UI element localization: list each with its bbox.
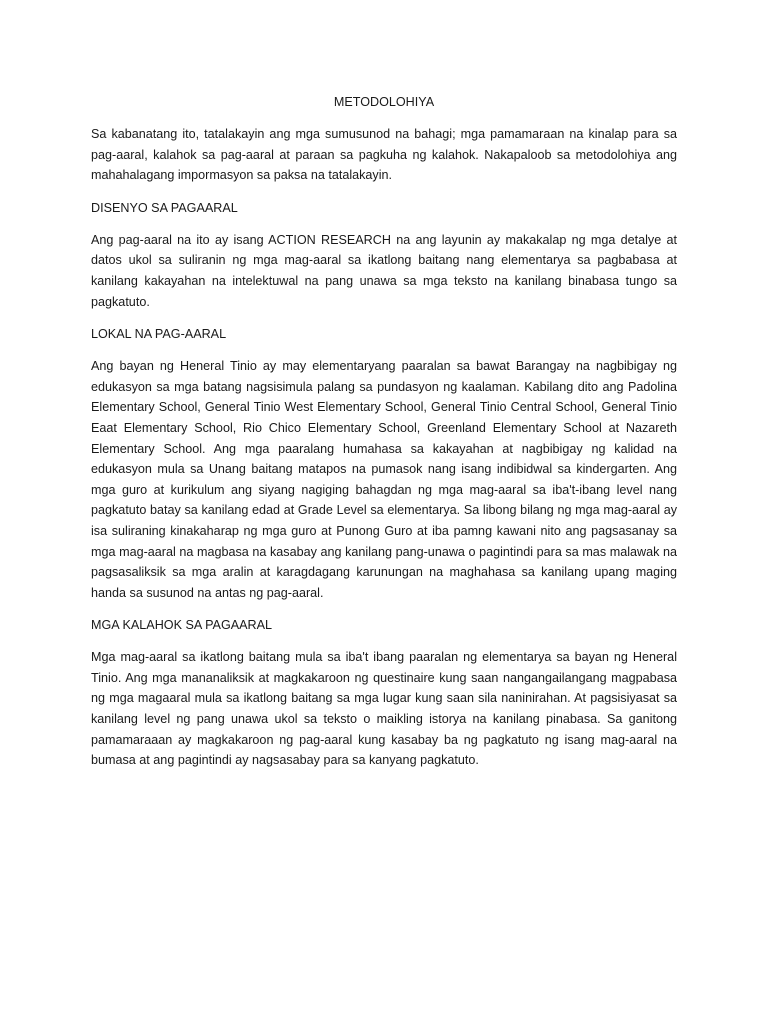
section-body-kalahok: Mga mag-aaral sa ikatlong baitang mula sa iba't ibang paaralan ng elementarya sa bayan ng Heneral Tinio. Ang mga mananaliksik at magkakaroon ng questinaire kung saan nangangailangang magpabasa ng mga magaaral mula sa ikatlong baitang sa mga lugar kung saan sila naninirahan. At pagsisiyasat sa kanilang level ng pang unawa ukol sa teksto o maikling istorya na kanilang pinabasa. Sa ganitong pamamaraaan ay magkakaroon ng pag-aaral kung kasabay ba ng pagkatuto ng isang mag-aaral na bumasa at ang pagintindi ay nagsasabay para sa kanyang pagkatuto. — [91, 650, 677, 768]
section-body-disenyo: Ang pag-aaral na ito ay isang ACTION RESEARCH na ang layunin ay makakalap ng mga detalye at datos ukol sa suliranin ng mga mag-aaral sa ikatlong baitang nang elementarya sa pagbabasa at kanilang kakayahan na intelektuwal na pang unawa sa mga teksto na kanilang binabasa tungo sa pagkatuto. — [91, 232, 677, 309]
section-heading-kalahok: MGA KALAHOK SA PAGAARAL — [91, 618, 273, 633]
section-heading-disenyo: DISENYO SA PAGAARAL — [91, 200, 238, 215]
document-title: METODOLOHIYA — [333, 95, 435, 109]
document-body — [91, 92, 677, 783]
section-body-lokal: Ang bayan ng Heneral Tinio ay may elementaryang paaralan sa bawat Barangay na nagbibigay ng edukasyon sa mga batang nagsisimula palang sa pundasyon ng kaalaman. Kabilang dito ang Padolina Elementary School, General Tinio West Elementary School, General Tinio Central School, General Tinio Eaat Elementary School, Rio Chico Elementary School, Greenland Elementary School at Nazareth Elementary School. Ang mga paaralang humahasa sa kakayahan at nagbibigay ng kalidad na edukasyon mula sa Unang baitang matapos na pumasok nang isang indibidwal sa kindergarten. Ang mga guro at kurikulum ang siyang nagiging bahagdan ng mga mag-aaral sa iba't-ibang level nang pagkatuto batay sa kanilang edad at Grade Level sa elementarya. Sa libong bilang ng mga mag-aaral ay isa suliraning kinakaharap ng mga guro at Punong Guro at iba pamng kawani nito ang pagsasanay sa mga mag-aaral na magbasa na kasabay ang kanilang pang-unawa o pagintindi para sa mas malawak na pagsasaliksik sa mga aralin at karagdagang karunungan na maghahasa sa kanilang upang maging handa sa susunod na antas ng pag-aaral. — [91, 359, 677, 600]
section-heading-lokal: LOKAL NA PAG-AARAL — [91, 327, 227, 342]
intro-paragraph: Sa kabanatang ito, tatalakayin ang mga sumusunod na bahagi; mga pamamaraan na kinalap para sa pag-aaral, kalahok sa pag-aaral at paraan sa pagkuha ng kalahok. Nakapaloob sa metodolohiya ang mahahalagang impormasyon sa paksa na tatalakayin. — [91, 127, 677, 183]
